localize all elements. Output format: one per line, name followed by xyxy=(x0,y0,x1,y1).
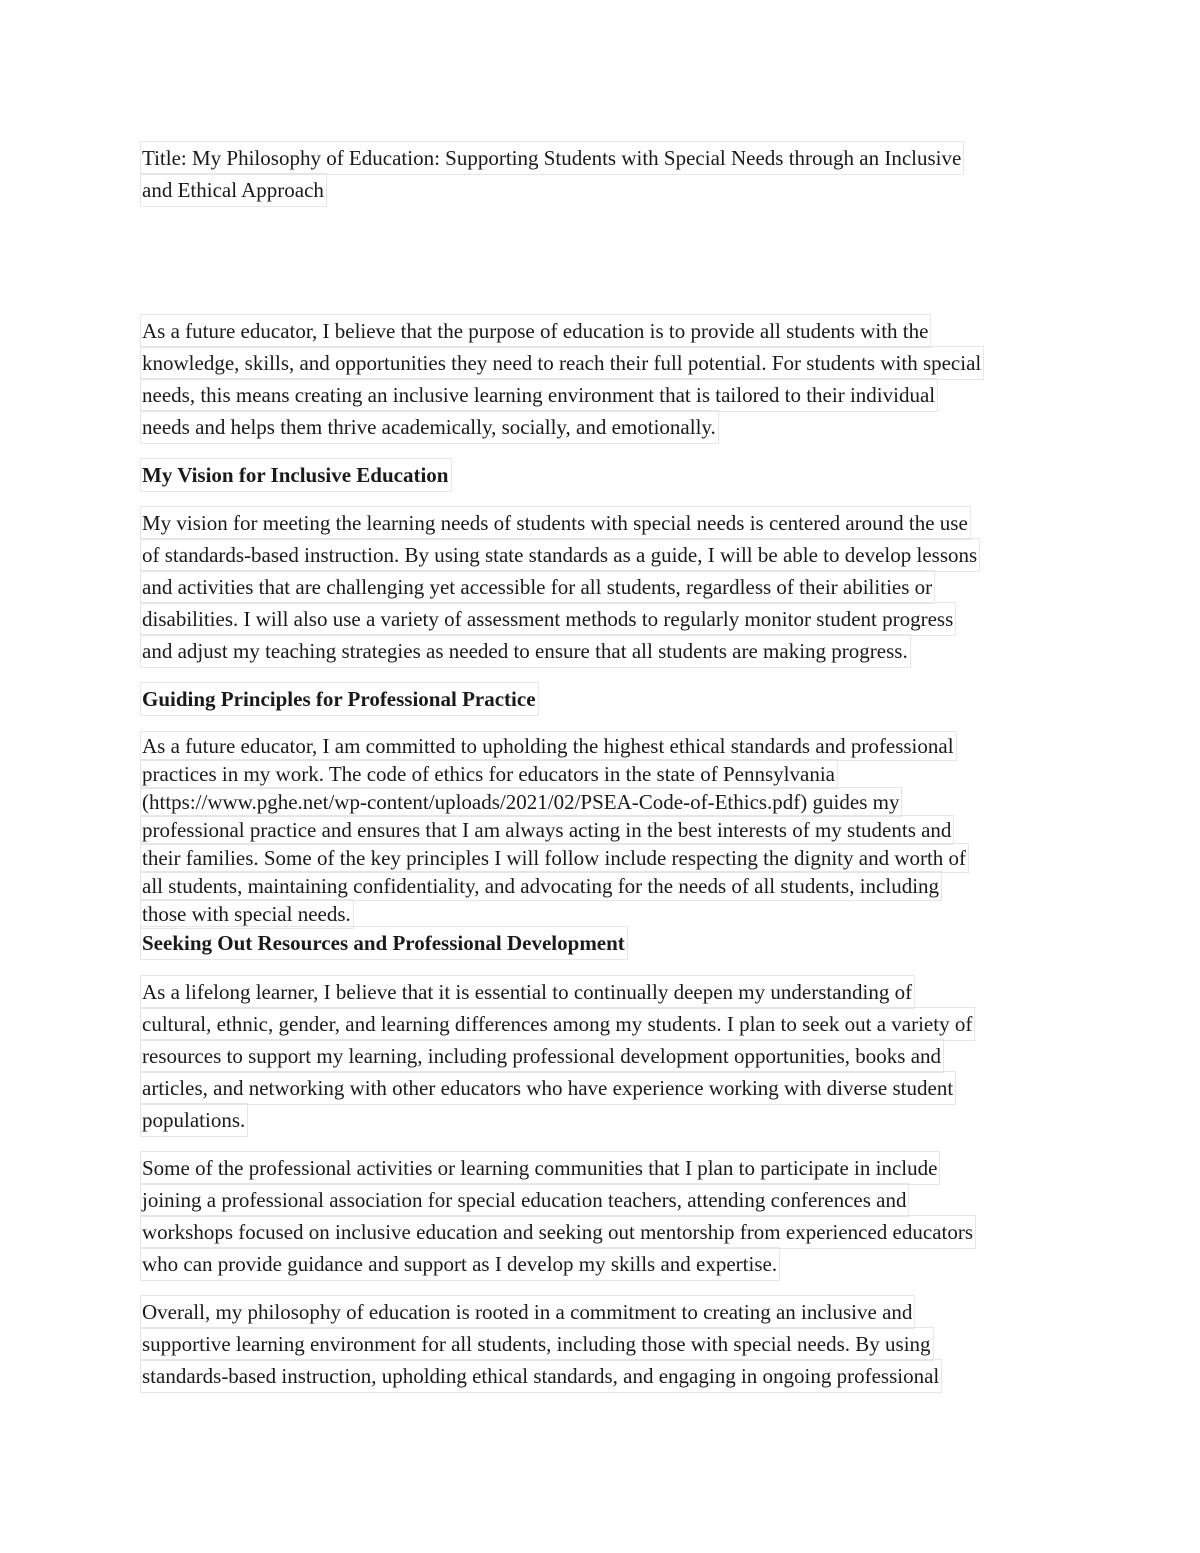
text-line xyxy=(142,1247,1062,1279)
text-line xyxy=(142,141,1062,173)
section-heading-principles xyxy=(142,682,1062,714)
intro-paragraph xyxy=(142,314,1062,442)
paragraph-line: supportive learning environment for all students, including those with special needs. By using xyxy=(140,1327,934,1361)
paragraph-line: professional practice and ensures that I am always acting in the best interests of my students and xyxy=(140,815,954,845)
paragraph-line: workshops focused on inclusive education and seeking out mentorship from experienced educators xyxy=(140,1215,976,1249)
paragraph-line: needs and helps them thrive academically, socially, and emotionally. xyxy=(140,410,719,444)
text-line xyxy=(142,926,1062,958)
paragraph-line: As a future educator, I believe that the purpose of education is to provide all students with the xyxy=(140,314,931,348)
heading-text: Guiding Principles for Professional Practice xyxy=(140,682,539,716)
paragraph-line: who can provide guidance and support as I develop my skills and expertise. xyxy=(140,1247,780,1281)
paragraph-line: cultural, ethnic, gender, and learning differences among my students. I plan to seek out a variety of xyxy=(140,1007,975,1041)
paragraph-line: joining a professional association for special education teachers, attending conferences and xyxy=(140,1183,909,1217)
text-line xyxy=(142,1151,1062,1183)
text-line xyxy=(142,815,1062,843)
text-line xyxy=(142,1103,1062,1135)
text-line xyxy=(142,1039,1062,1071)
conclusion-paragraph xyxy=(142,1295,1062,1391)
text-line xyxy=(142,458,1062,490)
paragraph-line: Some of the professional activities or learning communities that I plan to participate in include xyxy=(140,1151,940,1185)
text-line xyxy=(142,314,1062,346)
text-line xyxy=(142,1359,1062,1391)
text-line xyxy=(142,1215,1062,1247)
heading-text: My Vision for Inclusive Education xyxy=(140,458,452,492)
paragraph-line: As a lifelong learner, I believe that it is essential to continually deepen my understanding of xyxy=(140,975,915,1009)
text-line xyxy=(142,759,1062,787)
text-line xyxy=(142,1183,1062,1215)
paragraph-line: As a future educator, I am committed to upholding the highest ethical standards and professional xyxy=(140,731,957,761)
text-line xyxy=(142,731,1062,759)
document-title xyxy=(142,141,1062,205)
heading-text: Seeking Out Resources and Professional Development xyxy=(140,926,628,960)
section-heading-vision xyxy=(142,458,1062,490)
paragraph-line: resources to support my learning, including professional development opportunities, books and xyxy=(140,1039,944,1073)
paragraph-line: of standards-based instruction. By using state standards as a guide, I will be able to develop lessons xyxy=(140,538,980,572)
paragraph-line: (https://www.pghe.net/wp-content/uploads/2021/02/PSEA-Code-of-Ethics.pdf) guides my xyxy=(140,787,902,817)
principles-paragraph xyxy=(142,731,1062,927)
paragraph-line: My vision for meeting the learning needs of students with special needs is centered around the use xyxy=(140,506,971,540)
paragraph-line: disabilities. I will also use a variety of assessment methods to regularly monitor student progress xyxy=(140,602,956,636)
text-line xyxy=(142,570,1062,602)
text-line xyxy=(142,843,1062,871)
paragraph-line: their families. Some of the key principles I will follow include respecting the dignity and worth of xyxy=(140,843,969,873)
paragraph-line: standards-based instruction, upholding ethical standards, and engaging in ongoing professional xyxy=(140,1359,942,1393)
paragraph-line: populations. xyxy=(140,1103,248,1137)
text-line xyxy=(142,787,1062,815)
title-line: and Ethical Approach xyxy=(140,173,327,207)
text-line xyxy=(142,871,1062,899)
resources-paragraph xyxy=(142,975,1062,1135)
text-line xyxy=(142,975,1062,1007)
text-line xyxy=(142,1071,1062,1103)
text-line xyxy=(142,506,1062,538)
paragraph-line: practices in my work. The code of ethics for educators in the state of Pennsylvania xyxy=(140,759,838,789)
text-line xyxy=(142,173,1062,205)
paragraph-line: and adjust my teaching strategies as needed to ensure that all students are making progress. xyxy=(140,634,911,668)
text-line xyxy=(142,682,1062,714)
paragraph-line: those with special needs. xyxy=(140,899,354,929)
text-line xyxy=(142,1327,1062,1359)
text-line xyxy=(142,602,1062,634)
paragraph-line: knowledge, skills, and opportunities they need to reach their full potential. For students with special xyxy=(140,346,984,380)
paragraph-line: Overall, my philosophy of education is rooted in a commitment to creating an inclusive and xyxy=(140,1295,915,1329)
paragraph-line: articles, and networking with other educators who have experience working with diverse student xyxy=(140,1071,956,1105)
text-line xyxy=(142,410,1062,442)
section-heading-resources xyxy=(142,926,1062,958)
text-line xyxy=(142,1007,1062,1039)
text-line xyxy=(142,346,1062,378)
text-line xyxy=(142,899,1062,927)
paragraph-line: needs, this means creating an inclusive learning environment that is tailored to their individual xyxy=(140,378,938,412)
text-line xyxy=(142,538,1062,570)
text-line xyxy=(142,378,1062,410)
vision-paragraph xyxy=(142,506,1062,666)
activities-paragraph xyxy=(142,1151,1062,1279)
title-line: Title: My Philosophy of Education: Supporting Students with Special Needs through an Inclusive xyxy=(140,141,964,175)
text-line xyxy=(142,634,1062,666)
paragraph-line: all students, maintaining confidentiality, and advocating for the needs of all students, including xyxy=(140,871,942,901)
text-line xyxy=(142,1295,1062,1327)
paragraph-line: and activities that are challenging yet accessible for all students, regardless of their abilities or xyxy=(140,570,935,604)
